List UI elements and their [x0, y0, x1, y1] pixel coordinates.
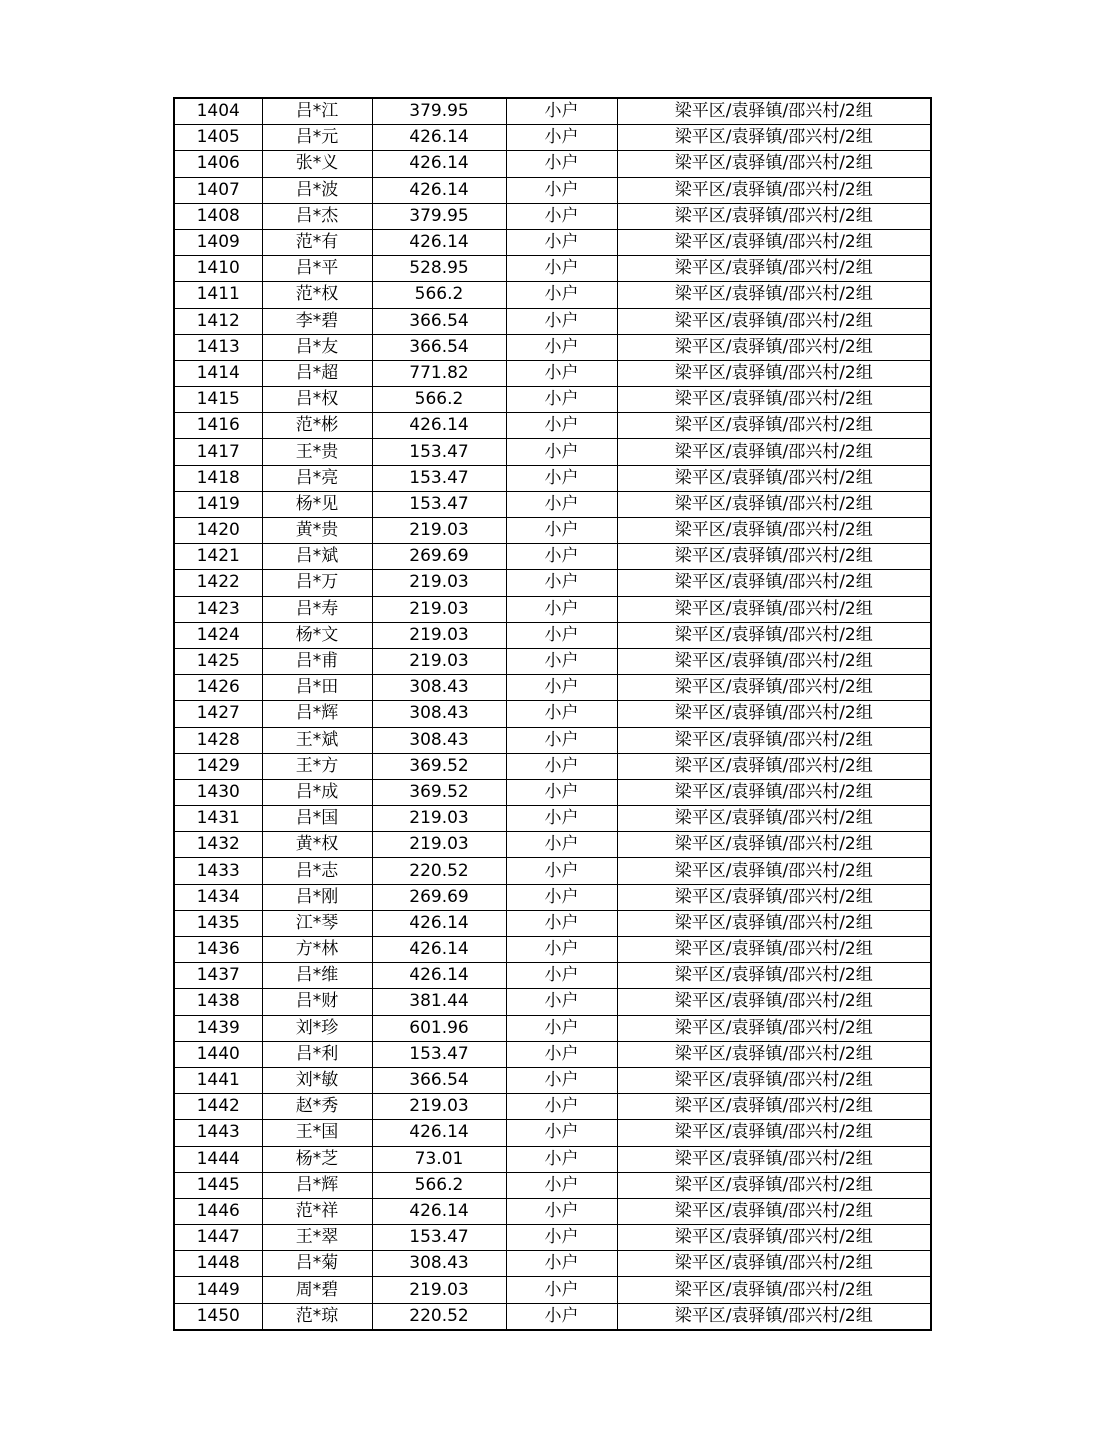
table-row — [174, 596, 931, 622]
row-number-cell: 1443 — [174, 1120, 262, 1146]
row-number-cell: 1427 — [174, 701, 262, 727]
household-type-cell: 小户 — [506, 1094, 617, 1120]
name-cell: 范*有 — [262, 229, 372, 255]
table-row — [174, 1120, 931, 1146]
household-type-cell: 小户 — [506, 1198, 617, 1224]
area-cell: 219.03 — [372, 806, 506, 832]
household-type-cell: 小户 — [506, 151, 617, 177]
table-row — [174, 256, 931, 282]
row-number-cell: 1423 — [174, 596, 262, 622]
table-row — [174, 701, 931, 727]
table-row — [174, 648, 931, 674]
location-cell: 梁平区/袁驿镇/邵兴村/2组 — [617, 1277, 931, 1303]
location-cell: 梁平区/袁驿镇/邵兴村/2组 — [617, 1198, 931, 1224]
name-cell: 范*琼 — [262, 1303, 372, 1330]
table-row — [174, 518, 931, 544]
row-number-cell: 1417 — [174, 439, 262, 465]
table-row — [174, 125, 931, 151]
name-cell: 吕*辉 — [262, 1172, 372, 1198]
location-cell: 梁平区/袁驿镇/邵兴村/2组 — [617, 806, 931, 832]
area-cell: 219.03 — [372, 570, 506, 596]
area-cell: 219.03 — [372, 622, 506, 648]
data-table — [173, 97, 932, 1331]
name-cell: 吕*超 — [262, 360, 372, 386]
name-cell: 杨*文 — [262, 622, 372, 648]
area-cell: 308.43 — [372, 727, 506, 753]
row-number-cell: 1413 — [174, 334, 262, 360]
household-type-cell: 小户 — [506, 1251, 617, 1277]
area-cell: 566.2 — [372, 1172, 506, 1198]
area-cell: 308.43 — [372, 675, 506, 701]
table-row — [174, 989, 931, 1015]
area-cell: 601.96 — [372, 1015, 506, 1041]
table-row — [174, 282, 931, 308]
location-cell: 梁平区/袁驿镇/邵兴村/2组 — [617, 98, 931, 125]
area-cell: 308.43 — [372, 701, 506, 727]
name-cell: 王*国 — [262, 1120, 372, 1146]
row-number-cell: 1424 — [174, 622, 262, 648]
area-cell: 426.14 — [372, 963, 506, 989]
row-number-cell: 1436 — [174, 937, 262, 963]
location-cell: 梁平区/袁驿镇/邵兴村/2组 — [617, 282, 931, 308]
household-type-cell: 小户 — [506, 648, 617, 674]
location-cell: 梁平区/袁驿镇/邵兴村/2组 — [617, 675, 931, 701]
location-cell: 梁平区/袁驿镇/邵兴村/2组 — [617, 177, 931, 203]
table-row — [174, 1277, 931, 1303]
area-cell: 366.54 — [372, 308, 506, 334]
household-type-cell: 小户 — [506, 910, 617, 936]
location-cell: 梁平区/袁驿镇/邵兴村/2组 — [617, 1015, 931, 1041]
household-type-cell: 小户 — [506, 570, 617, 596]
area-cell: 73.01 — [372, 1146, 506, 1172]
name-cell: 范*彬 — [262, 413, 372, 439]
row-number-cell: 1412 — [174, 308, 262, 334]
area-cell: 219.03 — [372, 596, 506, 622]
household-type-cell: 小户 — [506, 963, 617, 989]
location-cell: 梁平区/袁驿镇/邵兴村/2组 — [617, 622, 931, 648]
location-cell: 梁平区/袁驿镇/邵兴村/2组 — [617, 753, 931, 779]
location-cell: 梁平区/袁驿镇/邵兴村/2组 — [617, 1041, 931, 1067]
area-cell: 369.52 — [372, 779, 506, 805]
location-cell: 梁平区/袁驿镇/邵兴村/2组 — [617, 229, 931, 255]
location-cell: 梁平区/袁驿镇/邵兴村/2组 — [617, 701, 931, 727]
row-number-cell: 1414 — [174, 360, 262, 386]
household-type-cell: 小户 — [506, 832, 617, 858]
area-cell: 426.14 — [372, 1120, 506, 1146]
location-cell: 梁平区/袁驿镇/邵兴村/2组 — [617, 413, 931, 439]
table-row — [174, 151, 931, 177]
name-cell: 吕*元 — [262, 125, 372, 151]
row-number-cell: 1450 — [174, 1303, 262, 1330]
name-cell: 杨*芝 — [262, 1146, 372, 1172]
area-cell: 771.82 — [372, 360, 506, 386]
name-cell: 王*斌 — [262, 727, 372, 753]
household-type-cell: 小户 — [506, 203, 617, 229]
table-row — [174, 1067, 931, 1093]
location-cell: 梁平区/袁驿镇/邵兴村/2组 — [617, 963, 931, 989]
household-type-cell: 小户 — [506, 1120, 617, 1146]
household-type-cell: 小户 — [506, 701, 617, 727]
table-row — [174, 360, 931, 386]
location-cell: 梁平区/袁驿镇/邵兴村/2组 — [617, 1225, 931, 1251]
location-cell: 梁平区/袁驿镇/邵兴村/2组 — [617, 439, 931, 465]
area-cell: 528.95 — [372, 256, 506, 282]
household-type-cell: 小户 — [506, 413, 617, 439]
row-number-cell: 1442 — [174, 1094, 262, 1120]
area-cell: 219.03 — [372, 832, 506, 858]
area-cell: 308.43 — [372, 1251, 506, 1277]
location-cell: 梁平区/袁驿镇/邵兴村/2组 — [617, 1172, 931, 1198]
row-number-cell: 1406 — [174, 151, 262, 177]
name-cell: 杨*见 — [262, 491, 372, 517]
household-type-cell: 小户 — [506, 256, 617, 282]
household-type-cell: 小户 — [506, 125, 617, 151]
location-cell: 梁平区/袁驿镇/邵兴村/2组 — [617, 779, 931, 805]
area-cell: 379.95 — [372, 203, 506, 229]
location-cell: 梁平区/袁驿镇/邵兴村/2组 — [617, 727, 931, 753]
household-type-cell: 小户 — [506, 465, 617, 491]
name-cell: 王*贵 — [262, 439, 372, 465]
row-number-cell: 1434 — [174, 884, 262, 910]
table-row — [174, 753, 931, 779]
table-row — [174, 622, 931, 648]
name-cell: 吕*财 — [262, 989, 372, 1015]
row-number-cell: 1449 — [174, 1277, 262, 1303]
row-number-cell: 1411 — [174, 282, 262, 308]
household-type-cell: 小户 — [506, 675, 617, 701]
row-number-cell: 1425 — [174, 648, 262, 674]
table-row — [174, 1146, 931, 1172]
location-cell: 梁平区/袁驿镇/邵兴村/2组 — [617, 1146, 931, 1172]
row-number-cell: 1421 — [174, 544, 262, 570]
row-number-cell: 1422 — [174, 570, 262, 596]
area-cell: 426.14 — [372, 177, 506, 203]
name-cell: 范*祥 — [262, 1198, 372, 1224]
row-number-cell: 1431 — [174, 806, 262, 832]
name-cell: 周*碧 — [262, 1277, 372, 1303]
table-row — [174, 465, 931, 491]
household-type-cell: 小户 — [506, 229, 617, 255]
table-row — [174, 1303, 931, 1330]
household-type-cell: 小户 — [506, 518, 617, 544]
name-cell: 王*方 — [262, 753, 372, 779]
name-cell: 吕*权 — [262, 387, 372, 413]
location-cell: 梁平区/袁驿镇/邵兴村/2组 — [617, 937, 931, 963]
household-type-cell: 小户 — [506, 1067, 617, 1093]
location-cell: 梁平区/袁驿镇/邵兴村/2组 — [617, 203, 931, 229]
location-cell: 梁平区/袁驿镇/邵兴村/2组 — [617, 518, 931, 544]
household-type-cell: 小户 — [506, 806, 617, 832]
table-row — [174, 963, 931, 989]
household-type-cell: 小户 — [506, 308, 617, 334]
household-type-cell: 小户 — [506, 884, 617, 910]
location-cell: 梁平区/袁驿镇/邵兴村/2组 — [617, 596, 931, 622]
area-cell: 269.69 — [372, 884, 506, 910]
row-number-cell: 1418 — [174, 465, 262, 491]
row-number-cell: 1408 — [174, 203, 262, 229]
location-cell: 梁平区/袁驿镇/邵兴村/2组 — [617, 648, 931, 674]
table-row — [174, 413, 931, 439]
name-cell: 吕*国 — [262, 806, 372, 832]
household-type-cell: 小户 — [506, 282, 617, 308]
location-cell: 梁平区/袁驿镇/邵兴村/2组 — [617, 308, 931, 334]
name-cell: 吕*波 — [262, 177, 372, 203]
location-cell: 梁平区/袁驿镇/邵兴村/2组 — [617, 491, 931, 517]
table-row — [174, 884, 931, 910]
area-cell: 426.14 — [372, 910, 506, 936]
area-cell: 426.14 — [372, 1198, 506, 1224]
row-number-cell: 1433 — [174, 858, 262, 884]
location-cell: 梁平区/袁驿镇/邵兴村/2组 — [617, 858, 931, 884]
name-cell: 王*翠 — [262, 1225, 372, 1251]
area-cell: 219.03 — [372, 518, 506, 544]
table-row — [174, 727, 931, 753]
location-cell: 梁平区/袁驿镇/邵兴村/2组 — [617, 989, 931, 1015]
household-type-cell: 小户 — [506, 1041, 617, 1067]
row-number-cell: 1432 — [174, 832, 262, 858]
table-row — [174, 675, 931, 701]
area-cell: 153.47 — [372, 465, 506, 491]
name-cell: 吕*杰 — [262, 203, 372, 229]
area-cell: 219.03 — [372, 1094, 506, 1120]
location-cell: 梁平区/袁驿镇/邵兴村/2组 — [617, 910, 931, 936]
area-cell: 426.14 — [372, 229, 506, 255]
household-type-cell: 小户 — [506, 1225, 617, 1251]
row-number-cell: 1430 — [174, 779, 262, 805]
household-type-cell: 小户 — [506, 596, 617, 622]
location-cell: 梁平区/袁驿镇/邵兴村/2组 — [617, 387, 931, 413]
row-number-cell: 1439 — [174, 1015, 262, 1041]
area-cell: 153.47 — [372, 439, 506, 465]
area-cell: 153.47 — [372, 1225, 506, 1251]
name-cell: 方*林 — [262, 937, 372, 963]
table-row — [174, 570, 931, 596]
household-type-cell: 小户 — [506, 360, 617, 386]
table-row — [174, 1094, 931, 1120]
area-cell: 426.14 — [372, 151, 506, 177]
table-row — [174, 177, 931, 203]
location-cell: 梁平区/袁驿镇/邵兴村/2组 — [617, 334, 931, 360]
household-type-cell: 小户 — [506, 1303, 617, 1330]
table-row — [174, 203, 931, 229]
name-cell: 李*碧 — [262, 308, 372, 334]
table-row — [174, 334, 931, 360]
household-type-cell: 小户 — [506, 727, 617, 753]
row-number-cell: 1438 — [174, 989, 262, 1015]
name-cell: 吕*菊 — [262, 1251, 372, 1277]
name-cell: 吕*志 — [262, 858, 372, 884]
household-type-cell: 小户 — [506, 98, 617, 125]
name-cell: 黄*贵 — [262, 518, 372, 544]
name-cell: 刘*敏 — [262, 1067, 372, 1093]
location-cell: 梁平区/袁驿镇/邵兴村/2组 — [617, 544, 931, 570]
area-cell: 219.03 — [372, 648, 506, 674]
table-row — [174, 779, 931, 805]
table-row — [174, 910, 931, 936]
area-cell: 366.54 — [372, 1067, 506, 1093]
row-number-cell: 1441 — [174, 1067, 262, 1093]
row-number-cell: 1445 — [174, 1172, 262, 1198]
row-number-cell: 1437 — [174, 963, 262, 989]
household-type-cell: 小户 — [506, 1172, 617, 1198]
area-cell: 566.2 — [372, 387, 506, 413]
area-cell: 426.14 — [372, 413, 506, 439]
location-cell: 梁平区/袁驿镇/邵兴村/2组 — [617, 1303, 931, 1330]
household-type-cell: 小户 — [506, 622, 617, 648]
location-cell: 梁平区/袁驿镇/邵兴村/2组 — [617, 360, 931, 386]
household-type-cell: 小户 — [506, 858, 617, 884]
row-number-cell: 1444 — [174, 1146, 262, 1172]
name-cell: 吕*万 — [262, 570, 372, 596]
row-number-cell: 1426 — [174, 675, 262, 701]
table-row — [174, 1041, 931, 1067]
row-number-cell: 1440 — [174, 1041, 262, 1067]
row-number-cell: 1435 — [174, 910, 262, 936]
row-number-cell: 1409 — [174, 229, 262, 255]
name-cell: 吕*刚 — [262, 884, 372, 910]
location-cell: 梁平区/袁驿镇/邵兴村/2组 — [617, 884, 931, 910]
row-number-cell: 1420 — [174, 518, 262, 544]
name-cell: 赵*秀 — [262, 1094, 372, 1120]
table-row — [174, 1251, 931, 1277]
location-cell: 梁平区/袁驿镇/邵兴村/2组 — [617, 1067, 931, 1093]
area-cell: 566.2 — [372, 282, 506, 308]
location-cell: 梁平区/袁驿镇/邵兴村/2组 — [617, 570, 931, 596]
row-number-cell: 1415 — [174, 387, 262, 413]
table-row — [174, 387, 931, 413]
area-cell: 219.03 — [372, 1277, 506, 1303]
household-type-cell: 小户 — [506, 334, 617, 360]
area-cell: 153.47 — [372, 1041, 506, 1067]
area-cell: 369.52 — [372, 753, 506, 779]
row-number-cell: 1410 — [174, 256, 262, 282]
table-row — [174, 832, 931, 858]
name-cell: 范*权 — [262, 282, 372, 308]
table-row — [174, 544, 931, 570]
table-row — [174, 98, 931, 125]
name-cell: 张*义 — [262, 151, 372, 177]
table-row — [174, 229, 931, 255]
location-cell: 梁平区/袁驿镇/邵兴村/2组 — [617, 125, 931, 151]
row-number-cell: 1448 — [174, 1251, 262, 1277]
household-type-cell: 小户 — [506, 491, 617, 517]
name-cell: 吕*平 — [262, 256, 372, 282]
name-cell: 江*琴 — [262, 910, 372, 936]
location-cell: 梁平区/袁驿镇/邵兴村/2组 — [617, 465, 931, 491]
name-cell: 吕*寿 — [262, 596, 372, 622]
area-cell: 381.44 — [372, 989, 506, 1015]
table-row — [174, 1172, 931, 1198]
area-cell: 269.69 — [372, 544, 506, 570]
location-cell: 梁平区/袁驿镇/邵兴村/2组 — [617, 1094, 931, 1120]
table-row — [174, 806, 931, 832]
area-cell: 220.52 — [372, 858, 506, 884]
household-type-cell: 小户 — [506, 1015, 617, 1041]
name-cell: 吕*江 — [262, 98, 372, 125]
name-cell: 吕*甫 — [262, 648, 372, 674]
name-cell: 吕*友 — [262, 334, 372, 360]
row-number-cell: 1446 — [174, 1198, 262, 1224]
area-cell: 426.14 — [372, 125, 506, 151]
table-row — [174, 1198, 931, 1224]
table-row — [174, 937, 931, 963]
area-cell: 366.54 — [372, 334, 506, 360]
name-cell: 吕*成 — [262, 779, 372, 805]
name-cell: 黄*权 — [262, 832, 372, 858]
row-number-cell: 1416 — [174, 413, 262, 439]
location-cell: 梁平区/袁驿镇/邵兴村/2组 — [617, 256, 931, 282]
location-cell: 梁平区/袁驿镇/邵兴村/2组 — [617, 832, 931, 858]
data-table-sheet — [173, 97, 930, 1331]
location-cell: 梁平区/袁驿镇/邵兴村/2组 — [617, 1120, 931, 1146]
name-cell: 吕*利 — [262, 1041, 372, 1067]
household-type-cell: 小户 — [506, 387, 617, 413]
area-cell: 426.14 — [372, 937, 506, 963]
name-cell: 刘*珍 — [262, 1015, 372, 1041]
row-number-cell: 1447 — [174, 1225, 262, 1251]
location-cell: 梁平区/袁驿镇/邵兴村/2组 — [617, 1251, 931, 1277]
household-type-cell: 小户 — [506, 177, 617, 203]
name-cell: 吕*斌 — [262, 544, 372, 570]
household-type-cell: 小户 — [506, 753, 617, 779]
table-row — [174, 491, 931, 517]
household-type-cell: 小户 — [506, 544, 617, 570]
name-cell: 吕*维 — [262, 963, 372, 989]
row-number-cell: 1419 — [174, 491, 262, 517]
location-cell: 梁平区/袁驿镇/邵兴村/2组 — [617, 151, 931, 177]
table-body — [174, 98, 931, 1330]
household-type-cell: 小户 — [506, 779, 617, 805]
table-row — [174, 439, 931, 465]
area-cell: 153.47 — [372, 491, 506, 517]
household-type-cell: 小户 — [506, 1277, 617, 1303]
row-number-cell: 1405 — [174, 125, 262, 151]
row-number-cell: 1404 — [174, 98, 262, 125]
household-type-cell: 小户 — [506, 937, 617, 963]
household-type-cell: 小户 — [506, 1146, 617, 1172]
table-row — [174, 308, 931, 334]
table-row — [174, 1225, 931, 1251]
household-type-cell: 小户 — [506, 439, 617, 465]
name-cell: 吕*辉 — [262, 701, 372, 727]
name-cell: 吕*田 — [262, 675, 372, 701]
table-row — [174, 1015, 931, 1041]
table-row — [174, 858, 931, 884]
name-cell: 吕*亮 — [262, 465, 372, 491]
household-type-cell: 小户 — [506, 989, 617, 1015]
area-cell: 220.52 — [372, 1303, 506, 1330]
row-number-cell: 1428 — [174, 727, 262, 753]
area-cell: 379.95 — [372, 98, 506, 125]
row-number-cell: 1407 — [174, 177, 262, 203]
row-number-cell: 1429 — [174, 753, 262, 779]
